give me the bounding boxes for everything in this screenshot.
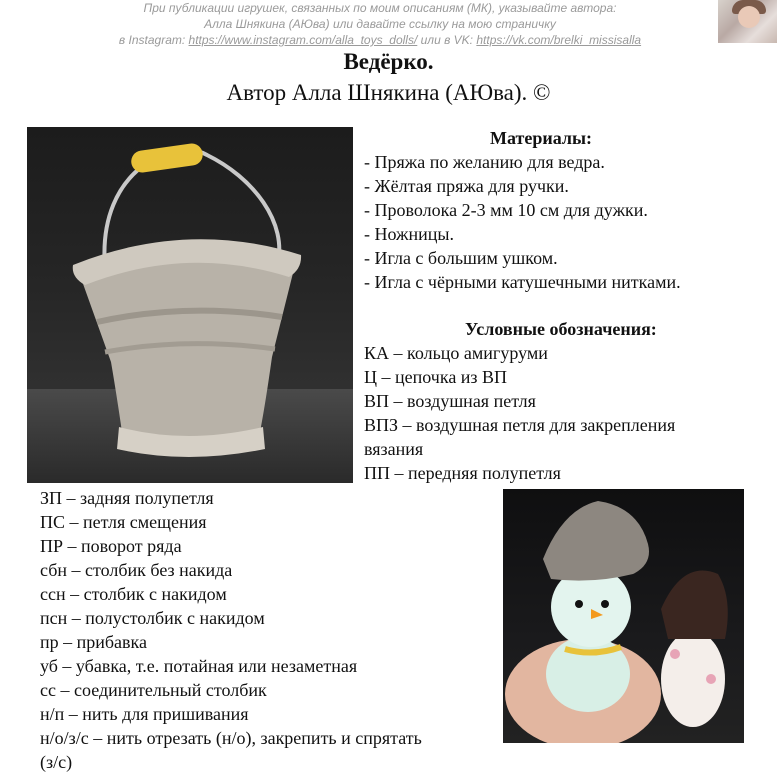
- material-item: - Жёлтая пряжа для ручки.: [364, 176, 569, 196]
- legend-item: пр – прибавка: [40, 632, 148, 652]
- legend-item: вязания: [364, 439, 424, 459]
- snowman-illustration: [503, 489, 744, 743]
- legend-item: Ц – цепочка из ВП: [364, 367, 508, 387]
- legend-item: уб – убавка, т.е. потайная или незаметная: [40, 656, 358, 676]
- instagram-link[interactable]: https://www.instagram.com/alla_toys_dolls/: [188, 33, 418, 47]
- legend-item: сс – соединительный столбик: [40, 680, 267, 700]
- legend-item: (з/с): [40, 752, 73, 772]
- material-item: - Игла с большим ушком.: [364, 248, 558, 268]
- notice-line-2: Алла Шнякина (АЮва) или давайте ссылку на мою страничку: [204, 17, 556, 31]
- legend-item: псн – полустолбик с накидом: [40, 608, 265, 628]
- snowman-eye-left: [575, 600, 583, 608]
- material-item: - Пряжа по желанию для ведра.: [364, 152, 605, 172]
- legend-item: н/п – нить для пришивания: [40, 704, 249, 724]
- notice-line-1: При публикации игрушек, связанных по моим описаниям (МК), указывайте автора:: [143, 1, 617, 15]
- legend-item: ВП – воздушная петля: [364, 391, 536, 411]
- page-title: Ведёрко.: [343, 49, 434, 74]
- legend-item: сбн – столбик без накида: [40, 560, 233, 580]
- legend-continued: [40, 486, 422, 774]
- notice-vk-prefix: или в VK:: [417, 33, 477, 47]
- yarn-handle-grip: [130, 142, 204, 174]
- legend-item: ЗП – задняя полупетля: [40, 488, 214, 508]
- snowman-eye-right: [601, 600, 609, 608]
- pink-flower-2: [706, 674, 716, 684]
- vk-link[interactable]: https://vk.com/brelki_missisalla: [476, 33, 642, 47]
- bucket-hat: [543, 501, 649, 581]
- pink-flower-1: [670, 649, 680, 659]
- notice-line-3: [80, 32, 680, 48]
- legend-heading: Условные обозначения:: [465, 319, 657, 339]
- legend-item: ПР – поворот ряда: [40, 536, 182, 556]
- author-line: Автор Алла Шнякина (АЮва). ©: [226, 80, 551, 105]
- author-notice: [80, 0, 680, 48]
- legend-item: ВПЗ – воздушная петля для закрепления: [364, 415, 676, 435]
- avatar-face: [738, 6, 760, 28]
- notice-instagram-prefix: в Instagram:: [118, 33, 189, 47]
- legend-item: ссн – столбик с накидом: [40, 584, 227, 604]
- material-item: - Проволока 2-3 мм 10 см для дужки.: [364, 200, 648, 220]
- legend-item: ПС – петля смещения: [40, 512, 207, 532]
- legend-item: н/о/з/с – нить отрезать (н/о), закрепить и спрятать: [40, 728, 422, 748]
- second-doll-hair: [661, 571, 728, 639]
- legend-item: КА – кольцо амигуруми: [364, 343, 548, 363]
- bucket-illustration: [27, 127, 353, 483]
- snowman-photo: [503, 489, 744, 743]
- materials-heading: Материалы:: [490, 128, 593, 148]
- legend-item: ПП – передняя полупетля: [364, 463, 561, 483]
- material-item: - Ножницы.: [364, 224, 454, 244]
- material-item: - Игла с чёрными катушечными нитками.: [364, 272, 681, 292]
- author-avatar-thumbnail: [718, 0, 777, 43]
- bucket-photo: [27, 127, 353, 483]
